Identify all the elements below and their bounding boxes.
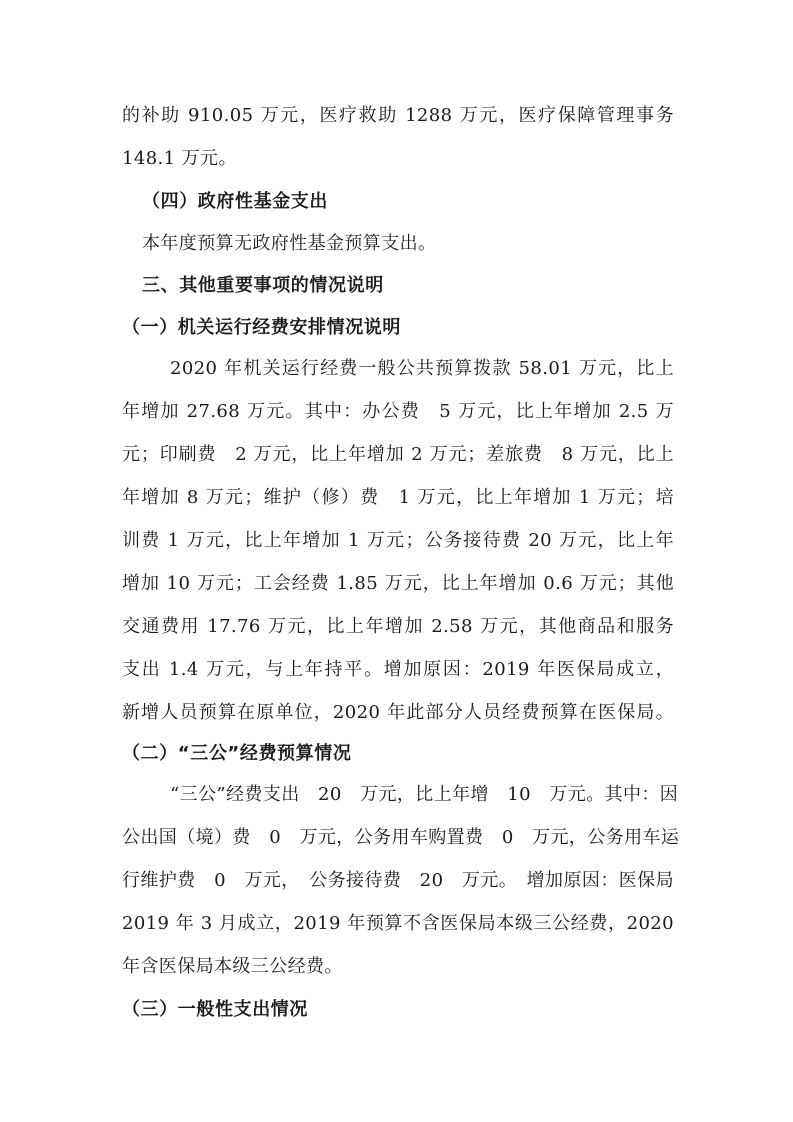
paragraph-line: 年含医保局本级三公经费。 (122, 956, 343, 977)
paragraph-line: 2019 年 3 月成立，2019 年预算不含医保局本级三公经费，2020 (122, 913, 674, 934)
paragraph-line: 2020 年机关运行经费一般公共预算拨款 58.01 万元，比上 (170, 358, 674, 379)
paragraph-line: 元；印刷费 2 万元，比上年增加 2 万元；差旅费 8 万元，比上 (122, 444, 674, 465)
paragraph-line: 增加 10 万元；工会经费 1.85 万元，比上年增加 0.6 万元；其他 (122, 573, 674, 594)
paragraph-line: 本年度预算无政府性基金预算支出。 (142, 233, 437, 254)
section-heading-three-public-expenses: （二）“三公”经费预算情况 (122, 743, 352, 764)
paragraph-line: 交通费用 17.76 万元，比上年增加 2.58 万元，其他商品和服务 (122, 616, 674, 637)
paragraph-line: “三公”经费支出 20 万元，比上年增 10 万元。其中：因 (170, 784, 679, 805)
paragraph-line: 训费 1 万元，比上年增加 1 万元；公务接待费 20 万元，比上年 (122, 530, 674, 551)
paragraph-line: 行维护费 0 万元， 公务接待费 20 万元。 增加原因：医保局 (122, 870, 674, 891)
paragraph-line: 支出 1.4 万元，与上年持平。增加原因：2019 年医保局成立， (122, 659, 674, 680)
paragraph-line: 新增人员预算在原单位，2020 年此部分人员经费预算在医保局。 (122, 702, 674, 723)
section-heading-government-fund: （四）政府性基金支出 (142, 191, 328, 212)
paragraph-line: 公出国（境）费 0 万元，公务用车购置费 0 万元，公务用车运 (122, 827, 680, 848)
section-heading-other-matters: 三、其他重要事项的情况说明 (142, 275, 384, 296)
paragraph-line: 年增加 27.68 万元。其中：办公费 5 万元，比上年增加 2.5 万 (122, 401, 674, 422)
paragraph-line: 的补助 910.05 万元，医疗救助 1288 万元，医疗保障管理事务 (122, 105, 674, 126)
section-heading-operating-expenses: （一）机关运行经费安排情况说明 (122, 317, 401, 338)
paragraph-line: 年增加 8 万元；维护（修）费 1 万元，比上年增加 1 万元；培 (122, 487, 674, 508)
paragraph-line: 148.1 万元。 (122, 148, 237, 169)
section-heading-general-expenditure: （三）一般性支出情况 (122, 999, 308, 1020)
